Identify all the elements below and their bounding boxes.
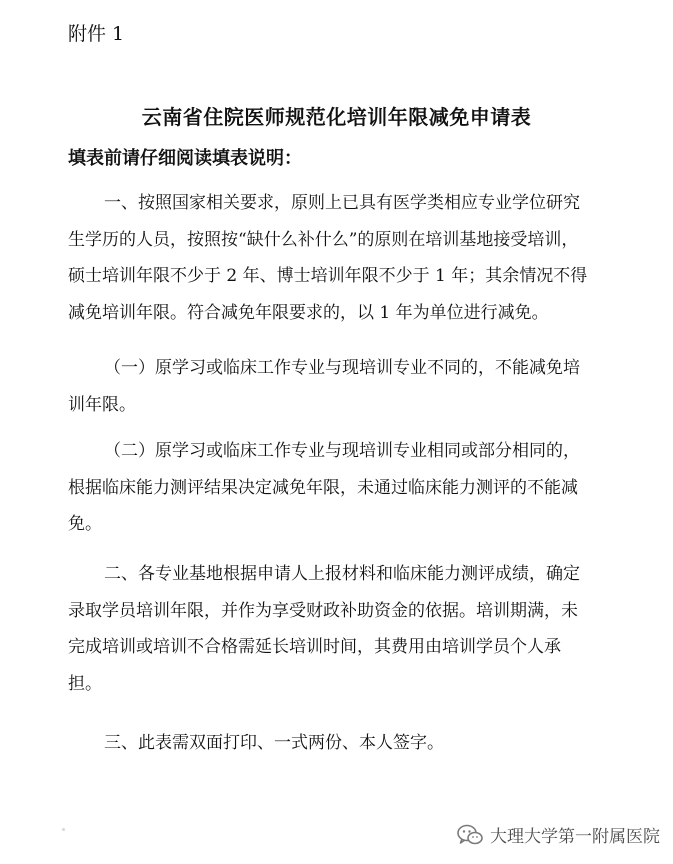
wechat-icon bbox=[456, 823, 484, 847]
paragraph-line: （一）原学习或临床工作专业与现培训专业不同的，不能减免培 bbox=[104, 358, 580, 378]
paragraph-line: 训年限。 bbox=[68, 394, 136, 415]
document-title: 云南省住院医师规范化培训年限减免申请表 bbox=[141, 105, 532, 129]
paragraph-line: 一、按照国家相关要求，原则上已具有医学类相应专业学位研究 bbox=[104, 193, 580, 213]
paragraph-line: 完成培训或培训不合格需延长培训时间，其费用由培训学员个人承 bbox=[68, 637, 561, 657]
paragraph-3 bbox=[68, 433, 628, 543]
paragraph-line: 三、此表需双面打印、一式两份、本人签字。 bbox=[104, 733, 444, 753]
paragraph-line: （二）原学习或临床工作专业与现培训专业相同或部分相同的， bbox=[104, 441, 580, 461]
scan-mark bbox=[62, 828, 65, 831]
paragraph-line: 担。 bbox=[68, 673, 102, 694]
paragraph-1 bbox=[68, 185, 628, 331]
paragraph-2 bbox=[68, 350, 628, 423]
paragraph-line: 录取学员培训年限，并作为享受财政补助资金的依据。培训期满，未 bbox=[68, 600, 578, 621]
paragraph-line: 二、各专业基地根据申请人上报材料和临床能力测评成绩，确定 bbox=[104, 564, 580, 584]
attachment-label: 附件 1 bbox=[68, 23, 125, 45]
paragraph-5 bbox=[68, 725, 628, 762]
paragraph-line: 生学历的人员，按照按“缺什么补什么”的原则在培训基地接受培训， bbox=[68, 229, 579, 250]
instruction-heading: 填表前请仔细阅读填表说明： bbox=[68, 148, 302, 169]
watermark bbox=[456, 822, 660, 847]
paragraph-4 bbox=[68, 556, 628, 702]
paragraph-line: 减免培训年限。符合减免年限要求的，以 1 年为单位进行减免。 bbox=[68, 302, 549, 323]
paragraph-line: 硕士培训年限不少于 2 年、博士培训年限不少于 1 年；其余情况不得 bbox=[68, 266, 588, 286]
watermark-text: 大理大学第一附属医院 bbox=[490, 827, 660, 847]
paragraph-line: 根据临床能力测评结果决定减免年限，未通过临床能力测评的不能减 bbox=[68, 477, 578, 498]
paragraph-line: 免。 bbox=[68, 514, 102, 534]
